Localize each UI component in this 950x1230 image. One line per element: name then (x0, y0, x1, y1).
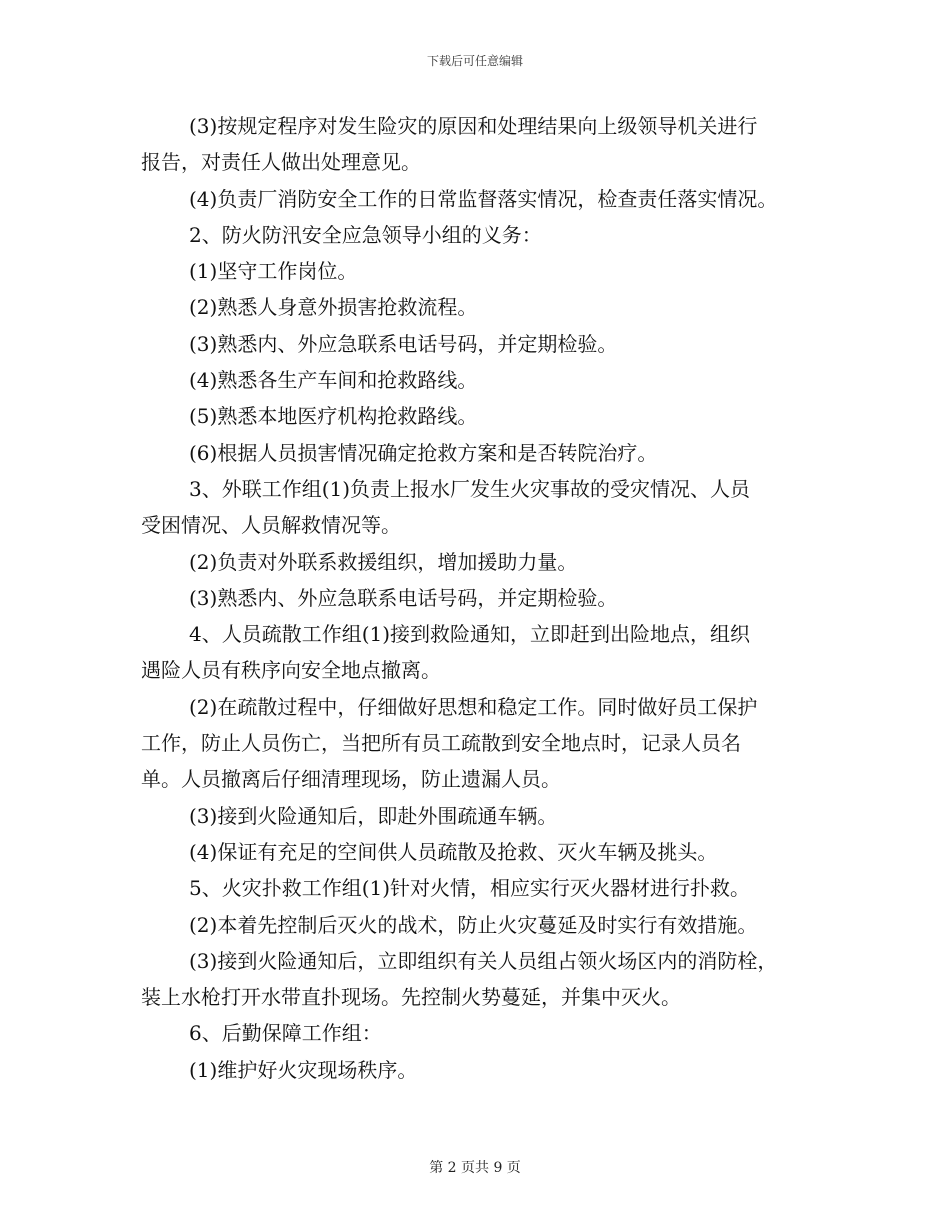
text-line: (3)熟悉内、外应急联系电话号码，并定期检验。 (189, 585, 618, 610)
text-line: 5、火灾扑救工作组(1)针对火情，相应实行灭火器材进行扑救。 (189, 876, 751, 901)
text-line: (2)在疏散过程中，仔细做好思想和稳定工作。同时做好员工保护 (189, 694, 758, 719)
text-line: (2)熟悉人身意外损害抢救流程。 (189, 295, 478, 320)
text-line: 装上水枪打开水带直扑现场。先控制火势蔓延，并集中灭火。 (141, 985, 681, 1010)
text-line: (2)本着先控制后灭火的战术，防止火灾蔓延及时实行有效措施。 (189, 912, 758, 937)
text-line: 6、后勤保障工作组： (189, 1021, 382, 1046)
text-line: (1)坚守工作岗位。 (189, 259, 358, 284)
text-line: (1)维护好火灾现场秩序。 (189, 1057, 418, 1082)
text-line: 工作，防止人员伤亡，当把所有员工疏散到安全地点时，记录人员名 (141, 731, 741, 756)
text-line: 4、人员疏散工作组(1)接到救险通知，立即赶到出险地点，组织 (189, 622, 751, 647)
text-line: 报告，对责任人做出处理意见。 (141, 150, 421, 175)
text-line: (3)接到火险通知后，即赴外围疏通车辆。 (189, 803, 558, 828)
text-line: (4)保证有充足的空间供人员疏散及抢救、灭火车辆及挑头。 (189, 839, 718, 864)
text-line: (3)熟悉内、外应急联系电话号码，并定期检验。 (189, 331, 618, 356)
page-footer: 第 2 页共 9 页 (429, 1160, 521, 1176)
text-line: (6)根据人员损害情况确定抢救方案和是否转院治疗。 (189, 440, 658, 465)
text-line: (5)熟悉本地医疗机构抢救路线。 (189, 404, 478, 429)
page-header: 下载后可任意编辑 (426, 54, 523, 68)
text-line: 遇险人员有秩序向安全地点撤离。 (141, 658, 441, 683)
text-line: 2、防火防汛安全应急领导小组的义务： (189, 222, 542, 247)
text-line: 单。人员撤离后仔细清理现场，防止遗漏人员。 (141, 767, 561, 792)
text-line: (3)按规定程序对发生险灾的原因和处理结果向上级领导机关进行 (189, 114, 758, 138)
text-line: (4)负责厂消防安全工作的日常监督落实情况，检查责任落实情况。 (189, 186, 778, 211)
text-line: (2)负责对外联系救援组织，增加援助力量。 (189, 549, 578, 574)
text-line: (4)熟悉各生产车间和抢救路线。 (189, 368, 478, 393)
text-line: 受困情况、人员解救情况等。 (141, 513, 401, 538)
text-line: (3)接到火险通知后，立即组织有关人员组占领火场区内的消防栓， (189, 948, 778, 973)
document-body (141, 108, 821, 1088)
text-line: 3、外联工作组(1)负责上报水厂发生火灾事故的受灾情况、人员 (189, 476, 751, 501)
